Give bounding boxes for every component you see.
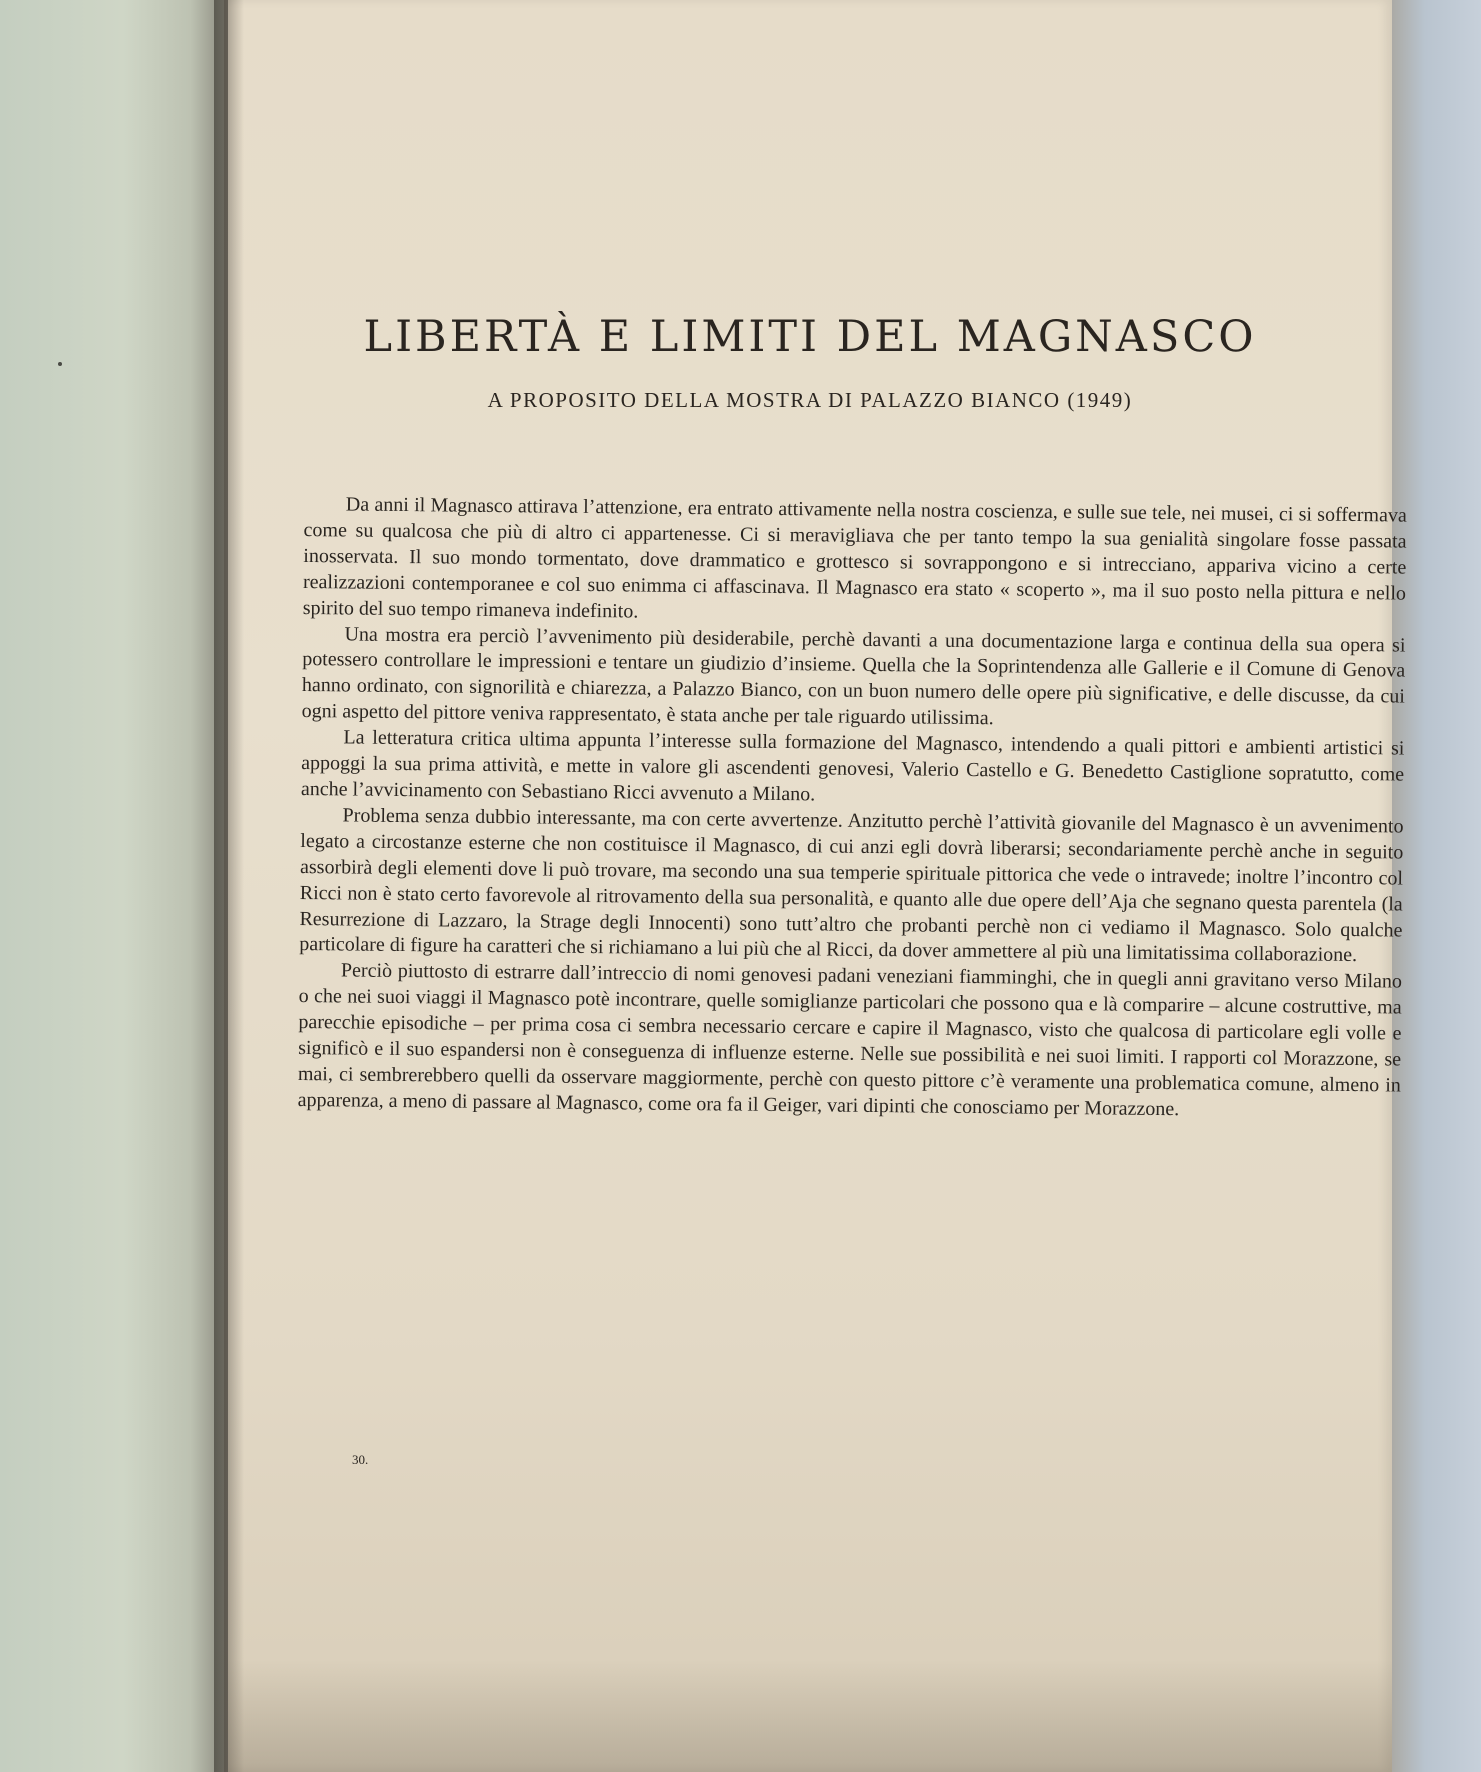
article-subtitle: A PROPOSITO DELLA MOSTRA DI PALAZZO BIANCO (1949) <box>487 388 1133 412</box>
paragraph: Perciò piuttosto di estrarre dall’intreccio di nomi genovesi padani veneziani fiamminghi, che in quegli anni gravitano verso Milano o che nei suoi viaggi il Magnasco potè incontrare, quelle somiglianze particolari che possono qua e là comparire – alcune costruttive, ma parecchie episodiche – per prima cosa ci sembra necessario cercare e capire il Magnasco, visto che qualcosa di particolare egli volle e significò e il suo espandersi non è conseguenza di influenze esterne. Nelle sue possibilità e nei suoi limiti. I rapporti col Morazzone, se mai, ci sembrerebbero quelli da osservare maggiormente, perchè con questo pittore c’è veramente una problematica comune, almeno in apparenza, a meno di passare al Magnasco, come ora fa il Geiger, vari dipinti che conosciamo per Morazzone. <box>297 959 1403 1121</box>
paragraph: Problema senza dubbio interessante, ma con certe avvertenze. Anzitutto perchè l’attività giovanile del Magnasco è un avvenimento legato a circostanze esterne che non costituisce il Magnasco, di cui anzi egli dovrà liberarsi; secondariamente perchè anche in seguito assorbirà degli elementi dove li può trovare, ma secondo una sua temperie spirituale pittorica che vede o intravede; inoltre l’incontro col Ricci non è stato certo favorevole al ritrovamento della sua personalità, e quanto alle due opere dell’Aja che segnano questa parentela (la Resurrezione di Lazzaro, la Strage degli Innocenti) sono tutt’altro che probanti perchè non ci vediamo il Magnasco. Solo qualche particolare di figure ha caratteri che si richiamano a lui più che al Ricci, da dover ammettere al più una limitatissima collaborazione. <box>299 804 1404 967</box>
page-shadow <box>228 1660 1392 1772</box>
page-number: 30. <box>352 1452 369 1467</box>
right-page <box>228 0 1407 1772</box>
ink-speck <box>58 362 62 366</box>
paragraph: Una mostra era perciò l’avvenimento più desiderabile, perchè davanti a una documentazione larga e continua della sua opera si potessero controllare le impressioni e tentare un giudizio d’insieme. Quella che la Soprintendenza alle Gallerie e il Comune di Genova hanno ordinato, con signorilità e chiarezza, a Palazzo Bianco, con un buon numero delle opere più significative, e delle discusse, da cui ogni aspetto del pittore veniva rappresentato, è stata anche per tale riguardo utilissima. <box>301 622 1406 730</box>
gutter-shadow <box>214 0 244 1772</box>
left-page <box>0 0 224 1772</box>
article-title: LIBERTÀ E LIMITI DEL MAGNASCO <box>363 312 1257 362</box>
article-body <box>297 492 1406 1125</box>
paragraph: Da anni il Magnasco attirava l’attenzione, era entrato attivamente nella nostra coscienza, e sulle sue tele, nei musei, ci si soffermava come su qualcosa che più di altro ci appartenesse. Ci si meravigliava che per tanto tempo la sua genialità singolare fosse passata inosservata. Il suo mondo tormentato, dove drammatico e grottesco si sovrappongono e si intrecciano, appariva vicino a certe realizzazioni contemporanee e col suo enimma ci affascinava. Il Magnasco era stato « scoperto », ma il suo posto nella pittura e nello spirito del suo tempo rimaneva indefinito. <box>302 493 1407 623</box>
paragraph: La letteratura critica ultima appunta l’interesse sulla formazione del Magnasco, intendendo a quali pittori e ambienti artistici si appoggi la sua prima attività, e mette in valore gli ascendenti genovesi, Valerio Castello e G. Benedetto Castiglione sopratutto, come anche l’avvicinamento con Sebastiano Ricci avvenuto a Milano. <box>300 726 1405 806</box>
